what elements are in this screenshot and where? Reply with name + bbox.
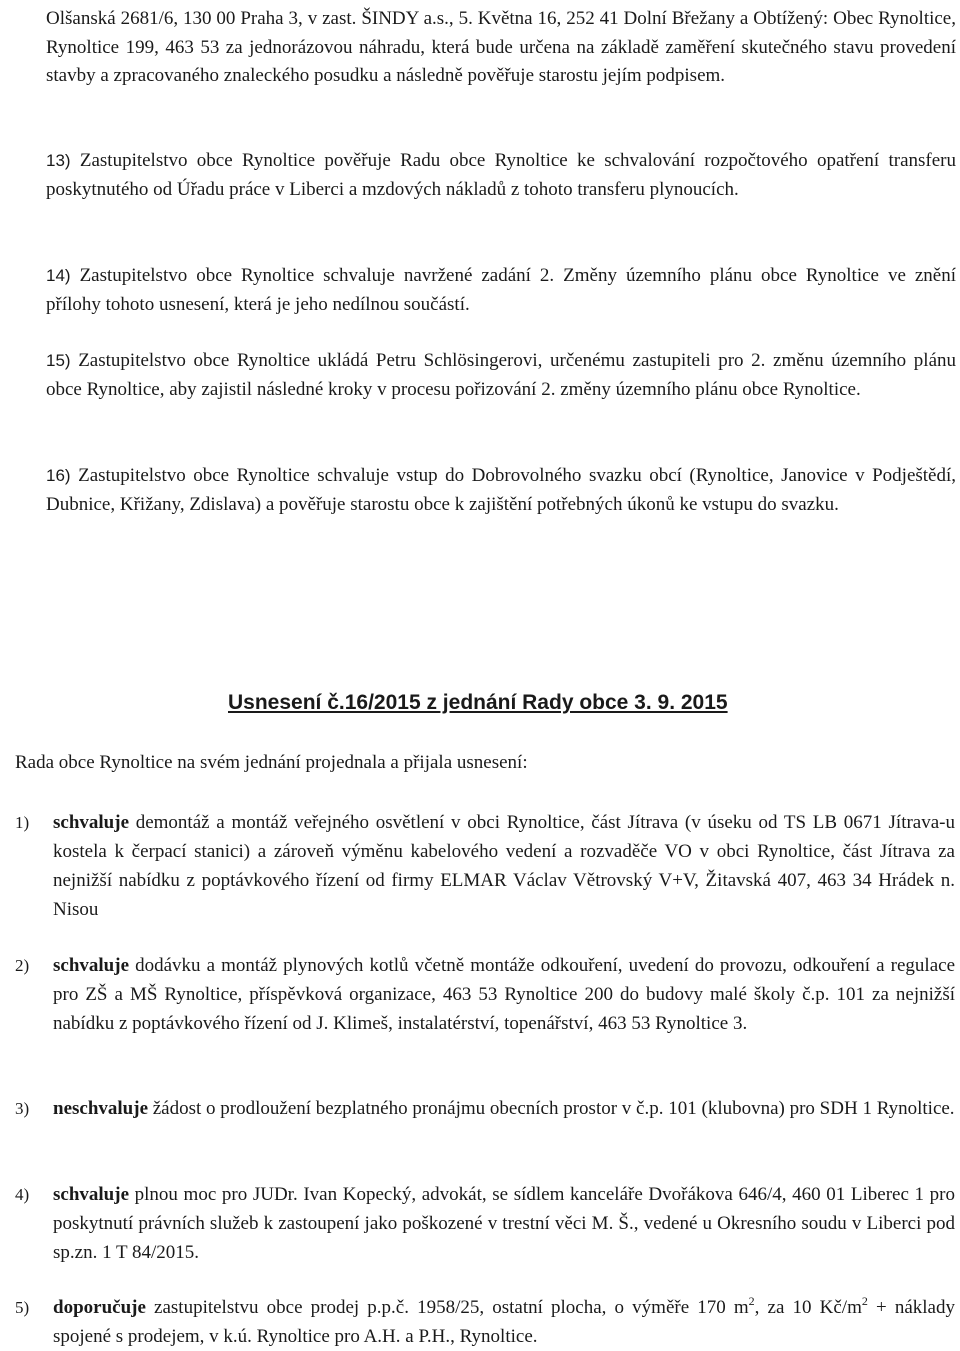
rada-item-1 [15, 808, 955, 924]
item-text: žádost o prodloužení bezplatného pronájmu obecních prostor v č.p. 101 (klubovna) pro SDH 1 Rynoltice. [148, 1098, 955, 1119]
item-number: 5) [15, 1298, 30, 1317]
resolution-15 [46, 347, 956, 404]
resolution-13 [46, 147, 956, 204]
item-verb: neschvaluje [53, 1098, 148, 1119]
superscript: 2 [748, 1294, 755, 1308]
item-text: demontáž a montáž veřejného osvětlení v obci Rynoltice, část Jítrava (v úseku od TS LB 0671 Jítrava-u kostela k čerpací stanici) a zároveň výměnu kabelového vedení a rozvaděče VO v obci Rynoltice, část Jítrava za nejnižší nabídku z poptávkového řízení od firmy ELMAR Václav Větrovský V+V, Žitavská 407, 463 34 Hrádek n. Nisou [53, 812, 955, 920]
resolution-text: Zastupitelstvo obce Rynoltice schvaluje navržené zadání 2. Změny územního plánu obce Rynoltice ve znění přílohy tohoto usnesení, která je jeho nedílnou součástí. [46, 265, 957, 315]
item-text: dodávku a montáž plynových kotlů včetně montáže odkouření, uvedení do provozu, odkouření a regulace pro ZŠ a MŠ Rynoltice, příspěvková organizace, 463 53 Rynoltice 200 do budovy malé školy č.p. 101 za nejnižší nabídku z poptávkového řízení od J. Klimeš, instalatérství, topenářství, 463 53 Rynoltice 3. [53, 955, 955, 1034]
item-text: plnou moc pro JUDr. Ivan Kopecký, advokát, se sídlem kanceláře Dvořákova 646/4, 460 01 Liberec 1 pro poskytnutí právních služeb k zastoupení jako poškozené v trestní věci M. Š., vedené u Okresního soudu v Liberci pod sp.zn. 1 T 84/2015. [53, 1184, 955, 1263]
item-verb: doporučuje [53, 1297, 146, 1318]
rada-item-4 [15, 1180, 955, 1267]
resolution-14 [46, 262, 956, 319]
item-body [53, 1094, 955, 1123]
item-text: + náklady spojené s prodejem, v k.ú. Rynoltice pro A.H. a P.H., Rynoltice. [53, 1297, 955, 1347]
resolution-number: 13) [46, 151, 71, 170]
resolution-text: Zastupitelstvo obce Rynoltice ukládá Petru Schlösingerovi, určenému zastupiteli pro 2. změnu územního plánu obce Rynoltice, aby zajistil následné kroky v procesu pořizování 2. změny územního plánu obce Rynoltice. [46, 350, 957, 400]
item-number: 3) [15, 1099, 30, 1118]
item-number: 1) [15, 813, 30, 832]
lead-sentence: Rada obce Rynoltice na svém jednání projednala a přijala usnesení: [15, 752, 528, 773]
resolution-number: 14) [46, 266, 71, 285]
item-number: 4) [15, 1185, 30, 1204]
rada-item-3 [15, 1094, 955, 1123]
item-text: , za 10 Kč/m [754, 1297, 862, 1318]
item-number: 2) [15, 956, 30, 975]
resolution-number: 16) [46, 466, 71, 485]
item-verb: schvaluje [53, 812, 129, 833]
item-body [53, 1293, 955, 1351]
item-text: zastupitelstvu obce prodej p.p.č. 1958/25, ostatní plocha, o výměře 170 m [145, 1297, 749, 1318]
resolution-16 [46, 462, 956, 519]
item-body [53, 808, 955, 924]
intro-paragraph: Olšanská 2681/6, 130 00 Praha 3, v zast. ŠINDY a.s., 5. Května 16, 252 41 Dolní Břežany a Obtížený: Obec Rynoltice, Rynoltice 199, 463 53 za jednorázovou náhradu, která bude určena na základě zaměření skutečného stavu provedení stavby a zpracovaného znaleckého posudku a následně pověřuje starostu jejím podpisem. [46, 8, 956, 87]
section-heading: Usnesení č.16/2015 z jednání Rady obce 3. 9. 2015 [228, 691, 728, 714]
resolution-number: 15) [46, 351, 71, 370]
resolution-text: Zastupitelstvo obce Rynoltice pověřuje Radu obce Rynoltice ke schvalování rozpočtového opatření transferu poskytnutého od Úřadu práce v Liberci a mzdových nákladů z tohoto transferu plynoucích. [46, 150, 956, 200]
superscript: 2 [861, 1294, 868, 1308]
item-verb: schvaluje [53, 1184, 129, 1205]
item-verb: schvaluje [53, 955, 129, 976]
item-body [53, 1180, 955, 1267]
resolution-text: Zastupitelstvo obce Rynoltice schvaluje vstup do Dobrovolného svazku obcí (Rynoltice, Janovice v Podještědí, Dubnice, Křižany, Zdislava) a pověřuje starostu obce k zajištění potřebných úkonů ke vstupu do svazku. [46, 465, 957, 515]
item-body [53, 951, 955, 1038]
rada-item-2 [15, 951, 955, 1038]
rada-item-5 [15, 1293, 955, 1351]
